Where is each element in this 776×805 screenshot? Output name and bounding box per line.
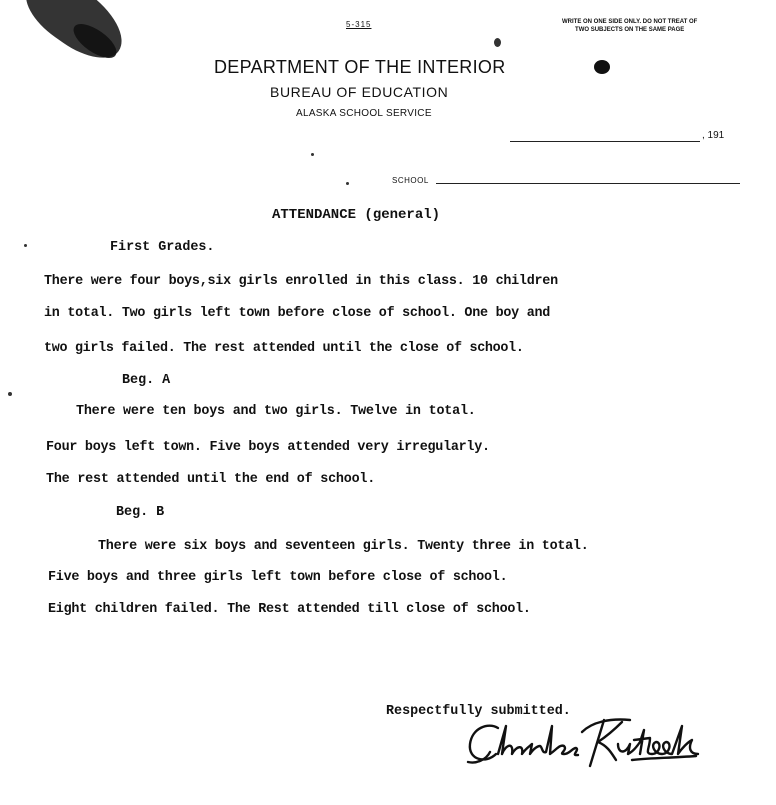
department-heading: DEPARTMENT OF THE INTERIOR [214, 57, 506, 77]
notice-line: WRITE ON ONE SIDE ONLY. DO NOT TREAT OF [562, 19, 698, 25]
form-number: 5-315 [346, 20, 372, 29]
speck [24, 244, 27, 247]
report-line: First Grades. [110, 240, 215, 255]
service-heading: ALASKA SCHOOL SERVICE [296, 108, 432, 119]
report-title: ATTENDANCE (general) [272, 207, 441, 223]
report-section-heading: Beg. B [116, 505, 165, 520]
speck [311, 153, 314, 156]
report-line: There were four boys,six girls enrolled in this class. 10 children [44, 274, 558, 289]
date-line [510, 141, 700, 142]
report-line: in total. Two girls left town before close of school. One boy and [44, 306, 551, 321]
bureau-heading: BUREAU OF EDUCATION [270, 84, 449, 100]
report-line: Eight children failed. The Rest attended till close of school. [48, 602, 531, 617]
report-line: Four boys left town. Five boys attended very irregularly. [46, 440, 490, 455]
signature [460, 708, 720, 782]
speck [8, 392, 12, 396]
signature-graphic [460, 708, 720, 778]
notice-line: TWO SUBJECTS ON THE SAME PAGE [575, 27, 685, 33]
ink-blot [594, 60, 610, 74]
report-section-heading: Beg. A [122, 373, 171, 388]
speck [346, 182, 349, 185]
year-label: , 191 [702, 130, 725, 141]
speck [494, 38, 501, 47]
page-notice [562, 18, 697, 34]
report-line: two girls failed. The rest attended until the close of school. [44, 341, 524, 356]
report-line: There were six boys and seventeen girls. Twenty three in total. [98, 539, 589, 554]
report-line: There were ten boys and two girls. Twelve in total. [76, 404, 476, 419]
school-label: SCHOOL [392, 176, 429, 185]
school-line [436, 183, 740, 184]
closing-line: Respectfully submitted. [386, 704, 571, 719]
report-line: The rest attended until the end of school. [46, 472, 376, 487]
report-line: Five boys and three girls left town before close of school. [48, 570, 508, 585]
